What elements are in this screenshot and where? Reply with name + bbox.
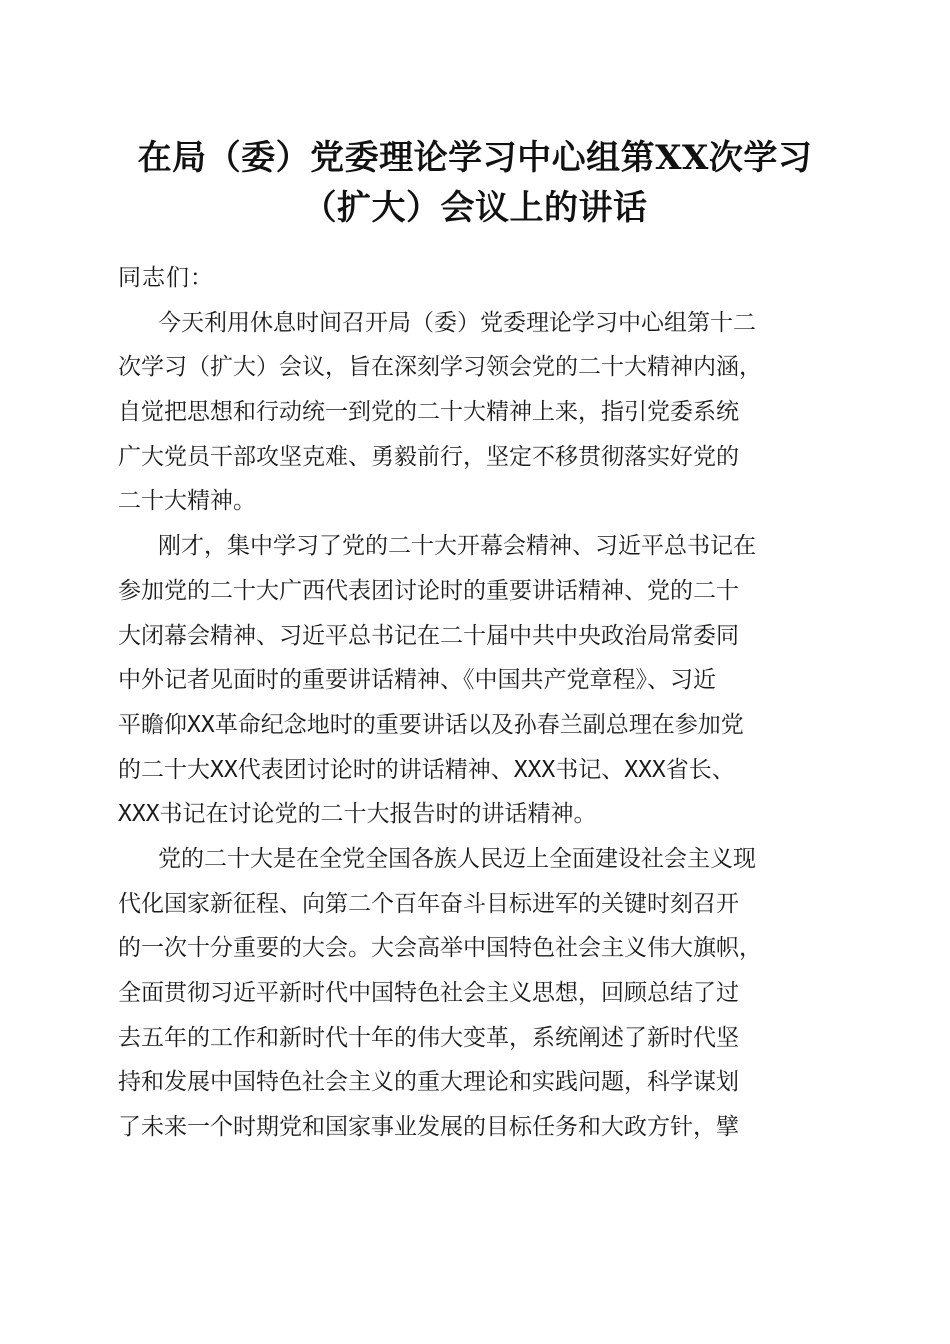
paragraph-line: 全面贯彻习近平新时代中国特色社会主义思想，回顾总结了过 xyxy=(118,980,739,1006)
paragraph-line: 今天利用休息时间召开局（委）党委理论学习中心组第十二 xyxy=(158,309,756,336)
paragraph-line: 代化国家新征程、向第二个百年奋斗目标进军的关键时刻召开 xyxy=(118,890,739,917)
paragraph xyxy=(118,837,838,1150)
paragraph-line: XXX书记在讨论党的二十大报告时的讲话精神。 xyxy=(118,801,597,828)
paragraph-line: 二十大精神。 xyxy=(118,488,256,515)
paragraph-line: 平瞻仰XX革命纪念地时的重要讲话以及孙春兰副总理在参加党 xyxy=(118,711,744,738)
paragraph-line: 的一次十分重要的大会。大会高举中国特色社会主义伟大旗帜， xyxy=(118,935,762,962)
paragraph xyxy=(118,301,838,524)
paragraph-line: 自觉把思想和行动统一到党的二十大精神上来，指引党委系统 xyxy=(118,399,739,426)
paragraph-line: 次学习（扩大）会议，旨在深刻学习领会党的二十大精神内涵， xyxy=(118,354,762,381)
paragraph-line: 大闭幕会精神、习近平总书记在二十届中共中央政治局常委同 xyxy=(118,622,739,649)
document-title xyxy=(100,133,850,233)
paragraph-line: 持和发展中国特色社会主义的重大理论和实践问题，科学谋划 xyxy=(118,1069,739,1096)
paragraph-line: 刚才，集中学习了党的二十大开幕会精神、习近平总书记在 xyxy=(158,533,756,560)
paragraph-line: 去五年的工作和新时代十年的伟大变革，系统阐述了新时代坚 xyxy=(118,1024,739,1051)
paragraph-line: 的二十大XX代表团讨论时的讲话精神、XXX书记、XXX省长、 xyxy=(118,756,735,783)
paragraph-line: 了未来一个时期党和国家事业发展的目标任务和大政方针，擘 xyxy=(118,1114,739,1141)
paragraph-line: 中外记者见面时的重要讲话精神、《中国共产党章程》、习近 xyxy=(118,667,716,694)
paragraph xyxy=(118,524,838,837)
paragraph-line: 党的二十大是在全党全国各族人民迈上全面建设社会主义现 xyxy=(158,845,756,872)
paragraph-line: 广大党员干部攻坚克难、勇毅前行，坚定不移贯彻落实好党的 xyxy=(118,443,739,470)
salutation: 同志们： xyxy=(118,265,214,291)
paragraph-line: 参加党的二十大广西代表团讨论时的重要讲话精神、党的二十 xyxy=(118,577,739,604)
document-body xyxy=(118,256,838,1150)
title-line: 在局（委）党委理论学习中心组第XX次学习 xyxy=(137,138,813,178)
title-line: （扩大）会议上的讲话 xyxy=(302,188,648,228)
